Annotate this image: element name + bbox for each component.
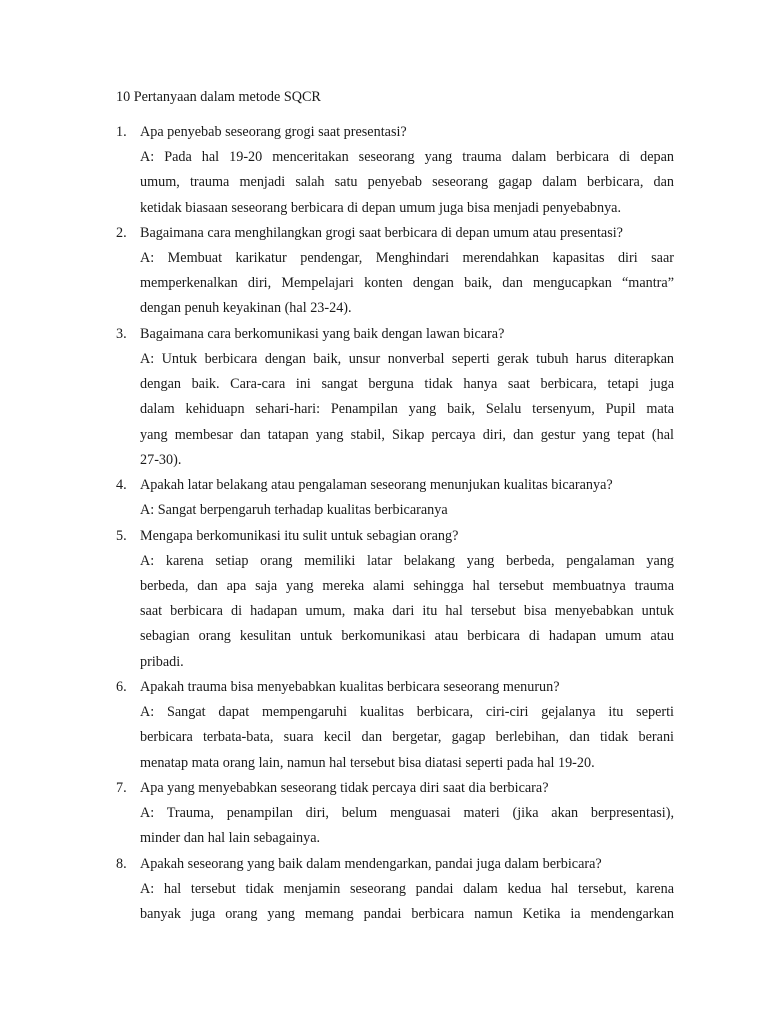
item-number: 1. [116,124,127,140]
list-item [116,221,674,322]
list-item [116,322,674,473]
answer-line: A: Membuat karikatur pendengar, Menghindari merendahkan kapasitas diri saar [140,249,674,266]
question-list [116,120,674,927]
question-text: Bagaimana cara menghilangkan grogi saat berbicara di depan umum atau presentasi? [140,224,623,241]
answer-line: A: Untuk berbicara dengan baik, unsur nonverbal seperti gerak tubuh harus diterapkan [140,350,674,367]
list-item [116,473,674,523]
question-text: Apakah seseorang yang baik dalam mendengarkan, pandai juga dalam berbicara? [140,855,602,872]
answer-line: menatap mata orang lain, namun hal tersebut bisa diatasi seperti pada hal 19-20. [140,754,595,771]
answer-line: 27-30). [140,451,182,468]
answer-line: pribadi. [140,653,184,670]
answer-line: sebagian orang kesulitan untuk berkomunikasi atau berbicara di hadapan umum atau [140,628,674,645]
answer-line: A: Trauma, penampilan diri, belum menguasai materi (jika akan berpresentasi), [140,804,674,821]
item-number: 2. [116,224,127,241]
question-text: Apakah latar belakang atau pengalaman seseorang menunjukan kualitas bicaranya? [140,477,613,494]
list-item [116,852,674,928]
answer-line: memperkenalkan diri, Mempelajari konten dengan baik, dan mengucapkan “mantra” [140,275,674,292]
answer-text [140,145,674,221]
answer-line: saat berbicara di hadapan umum, maka dari itu hal tersebut bisa menyebabkan untuk [140,603,674,620]
item-number: 4. [116,477,127,494]
document-title: 10 Pertanyaan dalam metode SQCR [116,89,321,105]
answer-text [140,549,674,675]
answer-line: dengan baik. Cara-cara ini sangat berguna tidak hanya saat berbicara, tetapi juga [140,376,674,393]
answer-text [140,347,674,473]
question-text: Apa yang menyebabkan seseorang tidak percaya diri saat dia berbicara? [140,779,549,796]
answer-text [140,801,674,852]
question-text: Apakah trauma bisa menyebabkan kualitas berbicara seseorang menurun? [140,679,560,696]
answer-line: dengan penuh keyakinan (hal 23-24). [140,300,352,317]
item-number: 8. [116,855,127,872]
answer-line: minder dan hal lain sebagainya. [140,830,321,847]
item-number: 6. [116,679,127,696]
item-number: 3. [116,325,127,342]
answer-line: dalam kehiduapn sehari-hari: Penampilan yang baik, Selalu tersenyum, Pupil mata [140,401,674,418]
answer-text [140,877,674,928]
answer-line: berbeda, dan apa saja yang mereka alami sehingga hal tersebut membuatnya trauma [140,577,674,594]
list-item [116,776,674,852]
question-text: Apa penyebab seseorang grogi saat presentasi? [140,124,407,140]
list-item [116,675,674,776]
answer-text [140,498,674,523]
answer-line: A: karena setiap orang memiliki latar belakang yang berbeda, pengalaman yang [140,552,674,569]
list-item [116,120,674,221]
item-number: 7. [116,779,127,796]
question-text: Mengapa berkomunikasi itu sulit untuk sebagian orang? [140,527,459,544]
answer-line: A: Sangat dapat mempengaruhi kualitas berbicara, ciri-ciri gejalanya itu seperti [140,704,674,721]
answer-text [140,700,674,776]
answer-line: A: Sangat berpengaruh terhadap kualitas berbicaranya [140,502,448,519]
item-number: 5. [116,527,127,544]
list-item [116,524,674,675]
answer-text [140,246,674,322]
answer-line: A: hal tersebut tidak menjamin seseorang pandai dalam kedua hal tersebut, karena [140,880,674,897]
answer-line: yang membesar dan tatapan yang stabil, Sikap percaya diri, dan gestur yang tepat (hal [140,426,674,443]
answer-line: ketidak biasaan seseorang berbicara di depan umum juga bisa menjadi penyebabnya. [140,199,622,216]
answer-line: banyak juga orang yang memang pandai berbicara namun Ketika ia mendengarkan [140,905,674,922]
answer-line: umum, trauma menjadi salah satu penyebab seseorang gagap dalam berbicara, dan [140,174,674,191]
answer-line: A: Pada hal 19-20 menceritakan seseorang yang trauma dalam berbicara di depan [140,149,674,165]
question-text: Bagaimana cara berkomunikasi yang baik dengan lawan bicara? [140,325,505,342]
answer-line: berbicara terbata-bata, suara kecil dan bergetar, gagap berlebihan, dan tidak berani [140,729,674,746]
